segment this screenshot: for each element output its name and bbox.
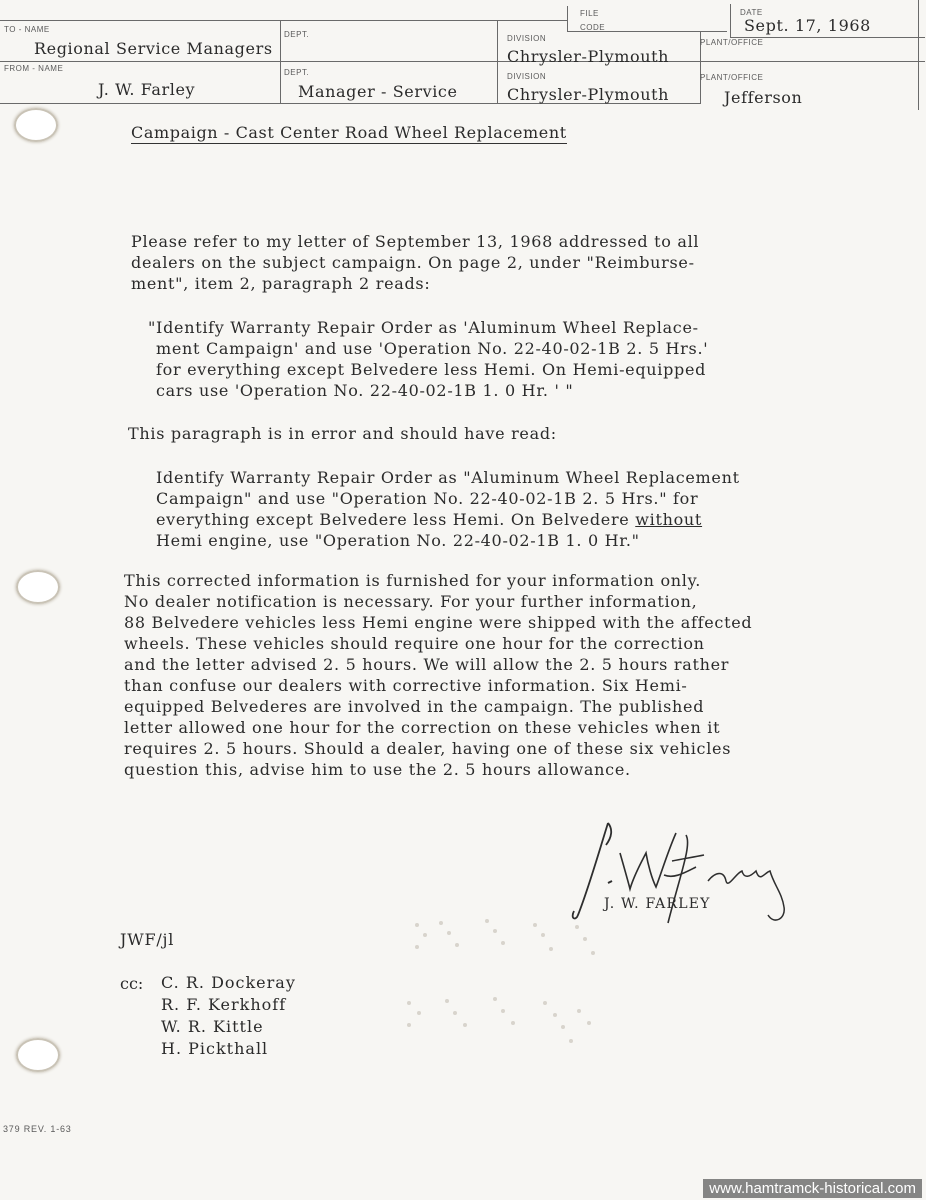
text-line: than confuse our dealers with corrective information. Six Hemi- <box>124 676 688 695</box>
from-name-label: FROM - NAME <box>4 64 64 73</box>
paragraph-correction <box>156 467 740 551</box>
binder-hole-bottom <box>16 1038 60 1072</box>
text-line: "Identify Warranty Repair Order as 'Aluminum Wheel Replace- <box>148 318 699 337</box>
form-number: 379 REV. 1-63 <box>3 1124 72 1134</box>
dept-to-label: DEPT. <box>284 30 310 39</box>
paragraph-error-note <box>128 423 557 444</box>
text-line: Identify Warranty Repair Order as "Aluminum Wheel Replacement <box>156 468 740 487</box>
cc-recipient: W. R. Kittle <box>161 1017 264 1036</box>
text-line: dealers on the subject campaign. On page 2, under "Reimburse- <box>131 253 695 272</box>
text-line-part: everything except Belvedere less Hemi. On Belvedere <box>156 510 636 529</box>
text-line: letter allowed one hour for the correction on these vehicles when it <box>124 718 721 737</box>
text-line: This corrected information is furnished for your information only. <box>124 571 702 590</box>
text-line: wheels. These vehicles should require one hour for the correction <box>124 634 705 653</box>
plant-office-to-label: PLANT/OFFICE <box>700 38 764 47</box>
website-watermark: www.hamtramck-historical.com <box>703 1179 922 1198</box>
text-line: for everything except Belvedere less Hemi. On Hemi-equipped <box>156 360 707 379</box>
memo-subject: Campaign - Cast Center Road Wheel Replacement <box>131 123 567 142</box>
to-name: Regional Service Managers <box>34 39 273 58</box>
signatory-name: J. W. FARLEY <box>604 896 711 912</box>
cc-recipient: R. F. Kerkhoff <box>161 995 287 1014</box>
text-line: ment", item 2, paragraph 2 reads: <box>131 274 431 293</box>
code-label: CODE <box>580 23 606 32</box>
plant-office-from-label: PLANT/OFFICE <box>700 73 764 82</box>
dept-from-label: DEPT. <box>284 68 310 77</box>
to-name-label: TO - NAME <box>4 25 50 34</box>
text-line: Please refer to my letter of September 13, 1968 addressed to all <box>131 232 700 251</box>
memo-date: Sept. 17, 1968 <box>744 16 871 35</box>
text-line: Hemi engine, use "Operation No. 22-40-02-1B 1. 0 Hr." <box>156 531 640 550</box>
binder-hole-middle <box>16 570 60 604</box>
text-line: equipped Belvederes are involved in the campaign. The published <box>124 697 705 716</box>
text-line: No dealer notification is necessary. For your further information, <box>124 592 698 611</box>
division-from-label: DIVISION <box>507 72 547 81</box>
text-line-with-emphasis <box>156 509 740 530</box>
text-line: requires 2. 5 hours. Should a dealer, having one of these six vehicles <box>124 739 732 758</box>
typist-initials: JWF/jl <box>120 930 175 949</box>
embossed-perforation-marks <box>395 915 625 1055</box>
dept-from: Manager - Service <box>298 82 458 101</box>
cc-recipient-list <box>161 972 296 1060</box>
plant-office-from: Jefferson <box>724 88 803 107</box>
paragraph-quoted-original <box>148 317 708 401</box>
date-label: DATE <box>740 8 763 17</box>
paragraph-intro <box>131 231 699 294</box>
text-line: This paragraph is in error and should have read: <box>128 424 557 443</box>
cc-recipient: C. R. Dockeray <box>161 973 296 992</box>
from-name: J. W. Farley <box>98 80 196 99</box>
cc-label: cc: <box>120 974 144 993</box>
text-line: and the letter advised 2. 5 hours. We will allow the 2. 5 hours rather <box>124 655 730 674</box>
division-from: Chrysler-Plymouth <box>507 85 670 104</box>
binder-hole-top <box>14 108 58 142</box>
text-line: cars use 'Operation No. 22-40-02-1B 1. 0 Hr. ' " <box>156 381 574 400</box>
file-label: FILE <box>580 9 599 18</box>
cc-recipient: H. Pickthall <box>161 1039 269 1058</box>
underlined-word: without <box>635 510 703 529</box>
division-to: Chrysler-Plymouth <box>507 47 670 66</box>
text-line: question this, advise him to use the 2. 5 hours allowance. <box>124 760 631 779</box>
paragraph-explanation <box>124 570 752 780</box>
text-line: ment Campaign' and use 'Operation No. 22-40-02-1B 2. 5 Hrs.' <box>156 339 709 358</box>
division-to-label: DIVISION <box>507 34 547 43</box>
text-line: 88 Belvedere vehicles less Hemi engine were shipped with the affected <box>124 613 753 632</box>
text-line: Campaign" and use "Operation No. 22-40-02-1B 2. 5 Hrs." for <box>156 489 699 508</box>
